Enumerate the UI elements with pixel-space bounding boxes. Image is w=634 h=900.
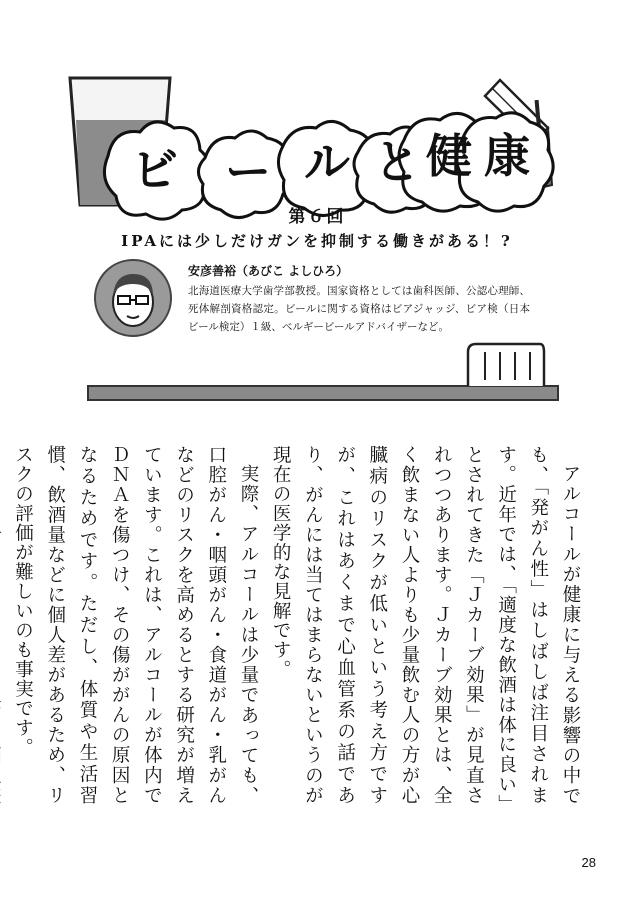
title-char-2: ー [225,145,271,199]
issue-label: 第６回 [288,207,346,227]
body-paragraph-1: アルコールが健康に与える影響の中でも、「発がん性」はしばしば注目されます。近年では、「適度な飲酒は体に良い」とされてきた「Ｊカーブ効果」が見直されつつあります。Ｊカーブ効果とは、全く飲まない人よりも少量飲む人の方が心臓病のリスクが低いという考え方ですが、これはあくまで心血管系の話であり、がんには当てはまらないというのが現在の医学的な見解です。 [270,445,581,806]
title-char-6: 康 [484,129,530,183]
article-subtitle: IPAには少しだけガンを抑制する働きがある！? [121,232,513,250]
title-char-3: ル [304,135,350,189]
article-body [12,445,586,806]
author-name: 安彦善裕（あびこ よしひろ） [188,264,349,278]
body-paragraph-3 [0,445,6,805]
title-char-5: 健 [426,129,472,183]
author-avatar [93,258,173,338]
author-bio: 北海道医療大学歯学部教授。国家資格としては歯科医師、公認心理師、死体解剖資格認定。ビールに関する資格はビアジャッジ、ビア検（日本ビール検定）１級、ベルギービールアドバイザーなど。 [188,285,530,333]
toothbrush-icon [0,330,634,410]
title-char-1: ビ [132,143,178,197]
title-char-4: と [374,135,420,189]
body-paragraph-2: 実際、アルコールは少量であっても、口腔がん・咽頭がん・食道がん・乳がんなどのリスクを高めるとする研究が増えています。これは、アルコールが体内でＤＮＡを傷つけ、その傷ががんの原因となるためです。ただし、体質や生活習慣、飲酒量などに個人差があるため、リスクの評価が難しいのも事実です。 [12,445,259,805]
page-number: 28 [581,855,596,870]
